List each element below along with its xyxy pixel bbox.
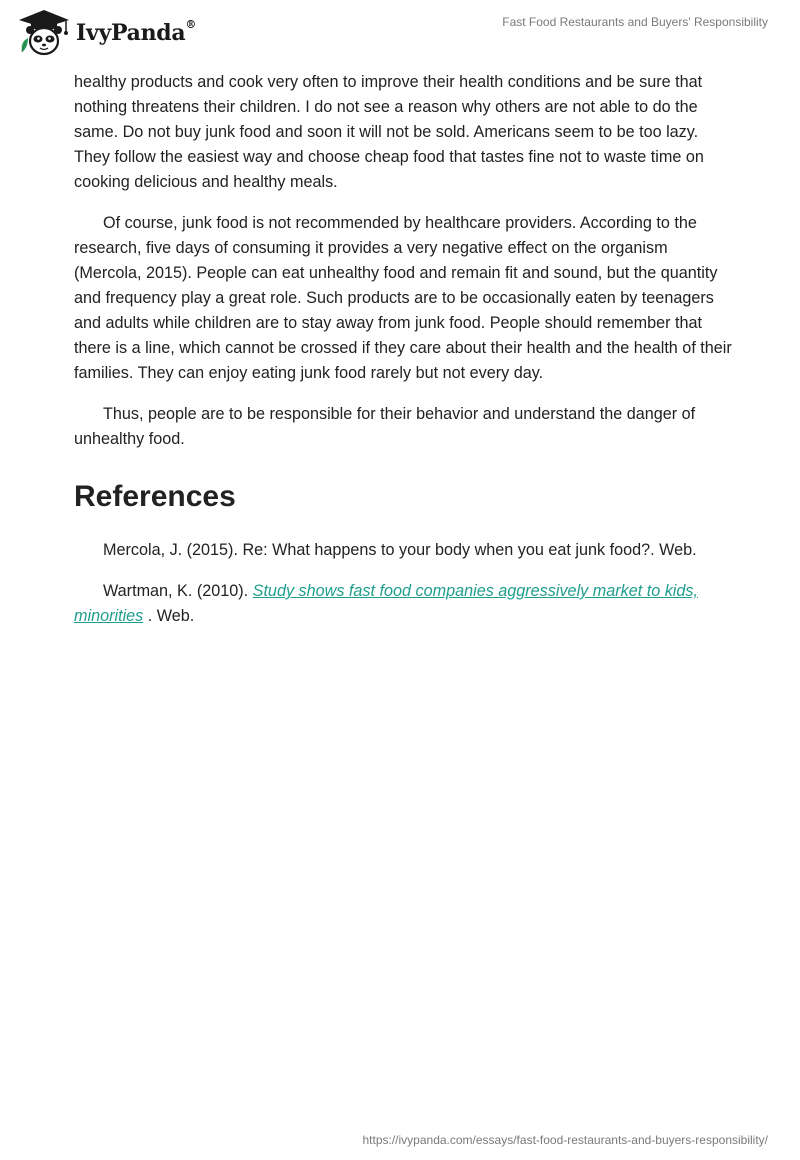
paragraph-3: Thus, people are to be responsible for their behavior and understand the danger of unhealthy food. [74,405,696,448]
panda-graduate-icon [14,8,74,58]
document-title: Fast Food Restaurants and Buyers' Responsibility [502,15,768,29]
essay-content [74,70,734,645]
page-header [0,0,800,70]
reference-item-1: Mercola, J. (2015). Re: What happens to your body when you eat junk food?. Web. [103,541,697,559]
reference-item-2 [74,579,734,629]
reference-link[interactable]: Study shows fast food companies aggressively market to kids, minorities [74,582,699,625]
brand-name [76,20,196,46]
references-heading: References [74,480,236,513]
reference-prefix: Wartman, K. (2010). [103,582,253,600]
registered-mark: ® [185,18,197,31]
reference-suffix: . Web. [143,607,195,625]
paragraph-1: healthy products and cook very often to improve their health conditions and be sure that nothing threatens their children. I do not see a reason why others are not able to do the same. Do not buy junk food and soon it will not be sold. Americans seem to be too lazy. They follow the easiest way and choose cheap food that tastes fine not to waste time on cooking delicious and healthy meals. [74,73,704,191]
paragraph-2: Of course, junk food is not recommended by healthcare providers. According to the research, five days of consuming it provides a very negative effect on the organism (Mercola, 2015). People can eat unhealthy food and remain fit and sound, but the quantity and frequency play a great role. Such products are to be occasionally eaten by teenagers and adults while children are to stay away from junk food. People should remember that there is a line, which cannot be crossed if they care about their health and the health of their families. They can enjoy eating junk food rarely but not every day. [74,214,732,382]
footer-url[interactable]: https://ivypanda.com/essays/fast-food-restaurants-and-buyers-responsibility/ [362,1133,768,1147]
ivypanda-logo[interactable] [14,8,196,58]
brand-name-text: IvyPanda [76,20,186,46]
